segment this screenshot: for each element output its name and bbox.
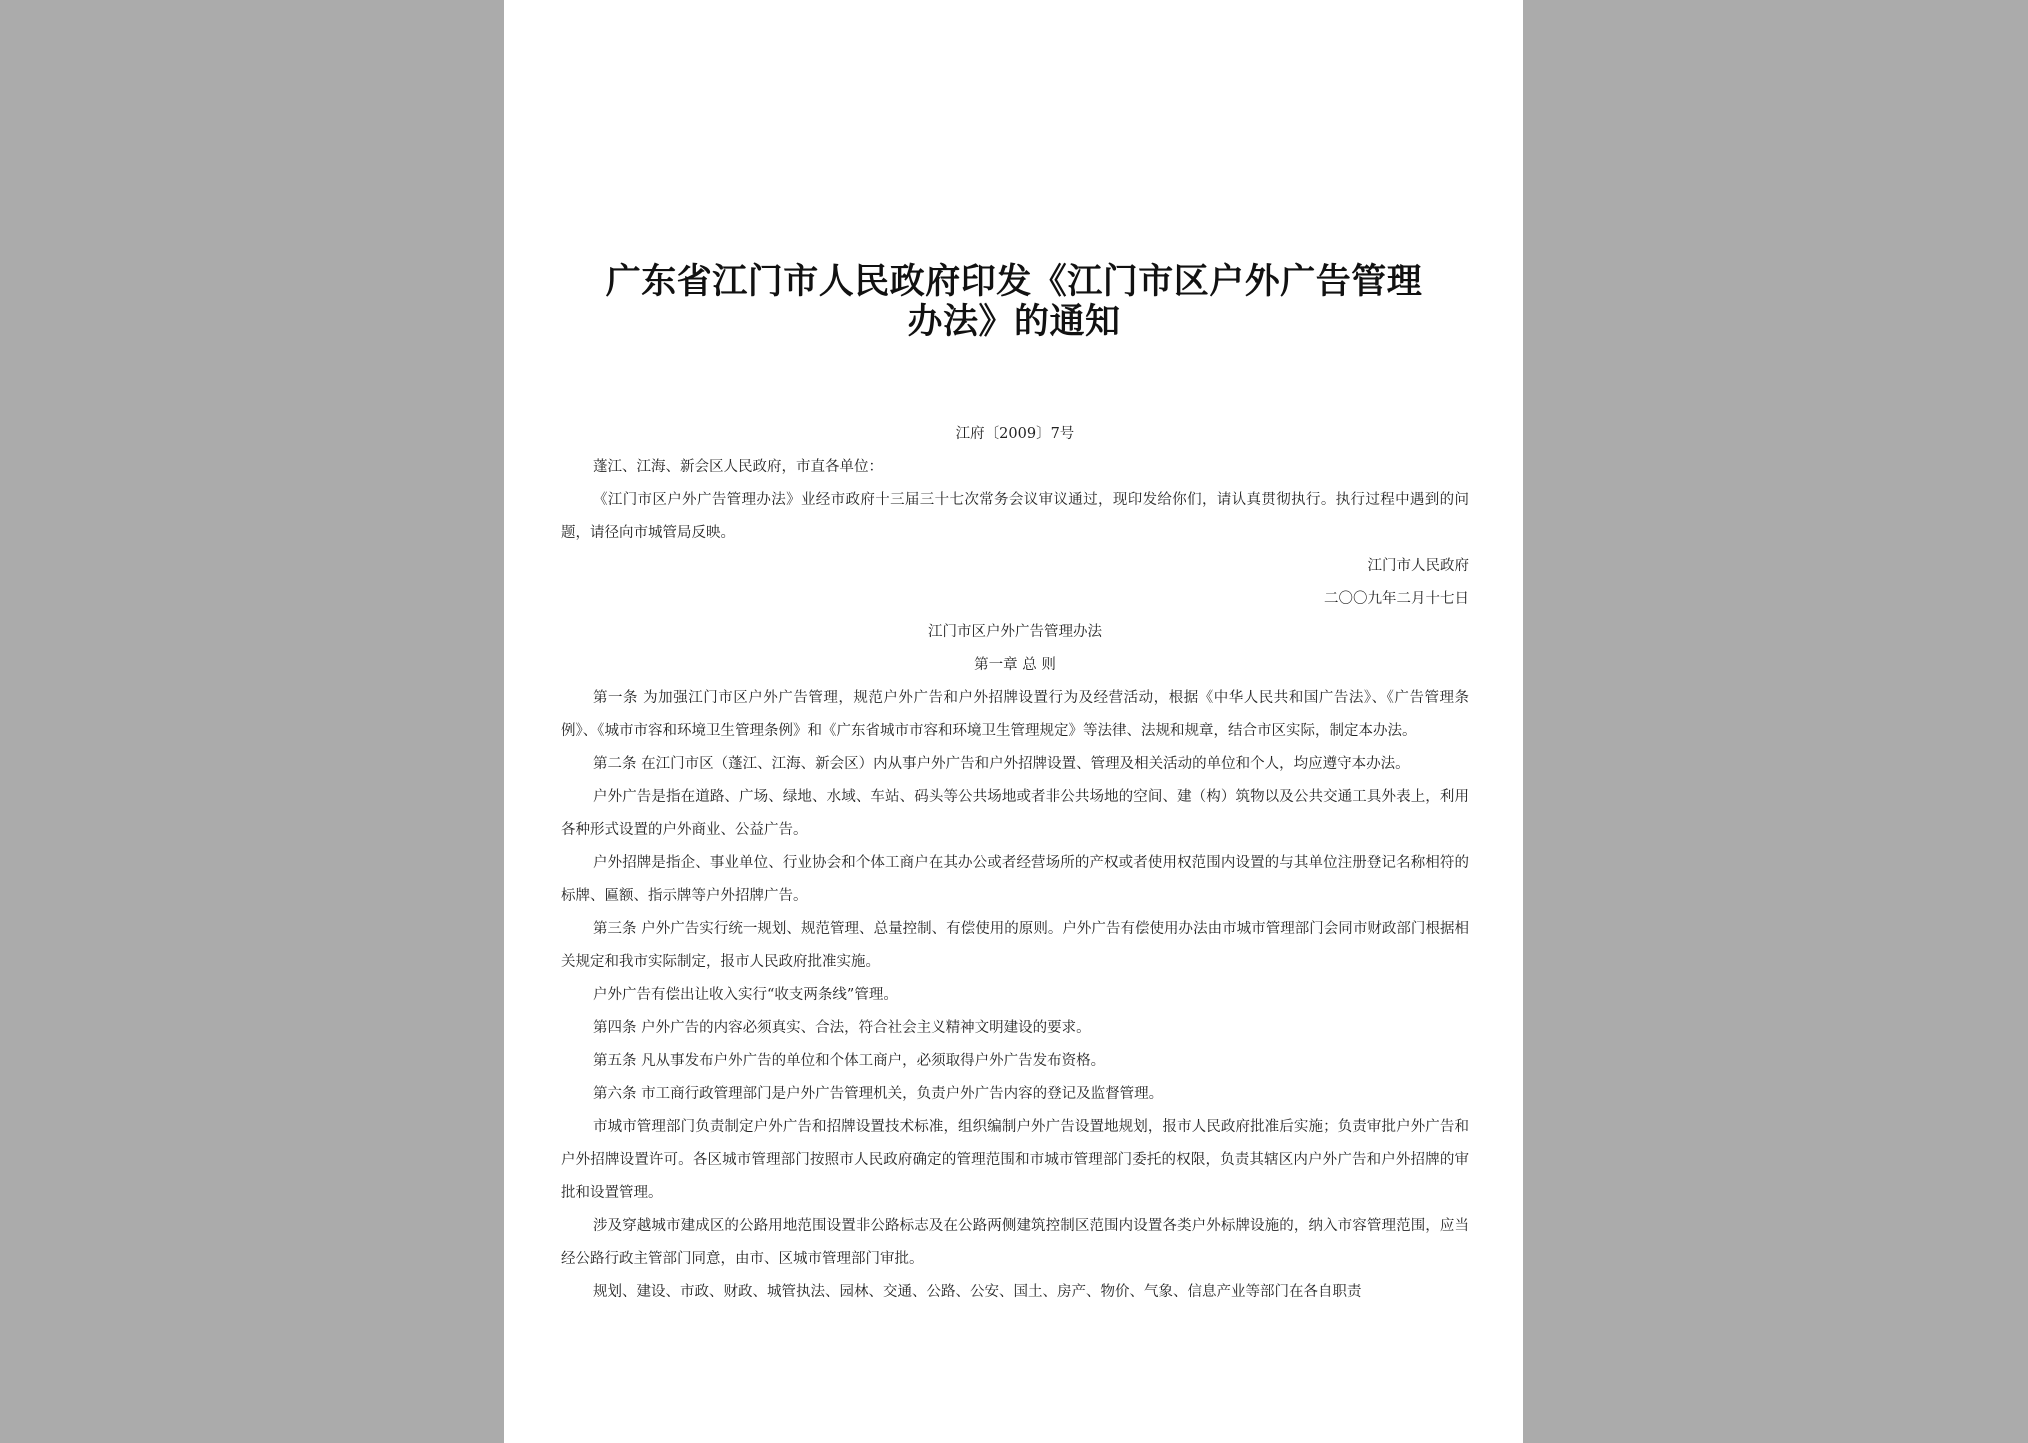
issue-date: 二〇〇九年二月十七日	[1324, 591, 1469, 607]
paragraph: 市城市管理部门负责制定户外广告和招牌设置技术标准，组织编制户外广告设置地规划，报市人民政府批准后实施；负责审批户外广告和户外招牌设置许可。各区城市管理部门按照市人民政府确定的管理范围和市城市管理部门委托的权限，负责其辖区内户外广告和户外招牌的审批和设置管理。	[561, 1119, 1469, 1201]
paragraph: 涉及穿越城市建成区的公路用地范围设置非公路标志及在公路两侧建筑控制区范围内设置各类户外标牌设施的，纳入市容管理范围，应当经公路行政主管部门同意，由市、区城市管理部门审批。	[561, 1218, 1469, 1267]
paragraph: 户外招牌是指企、事业单位、行业协会和个体工商户在其办公或者经营场所的产权或者使用权范围内设置的与其单位注册登记名称相符的标牌、匾额、指示牌等户外招牌广告。	[561, 855, 1469, 904]
paragraph: 第三条 户外广告实行统一规划、规范管理、总量控制、有偿使用的原则。户外广告有偿使用办法由市城市管理部门会同市财政部门根据相关规定和我市实际制定，报市人民政府批准实施。	[561, 921, 1469, 970]
issuer: 江门市人民政府	[1367, 558, 1469, 574]
paragraph: 第六条 市工商行政管理部门是户外广告管理机关，负责户外广告内容的登记及监督管理。	[593, 1086, 1164, 1102]
chapter-title: 第一章 总 则	[974, 657, 1056, 673]
document-title	[592, 262, 1436, 342]
document-page	[504, 0, 1523, 1443]
paragraph: 第二条 在江门市区（蓬江、江海、新会区）内从事户外广告和户外招牌设置、管理及相关活动的单位和个人，均应遵守本办法。	[593, 756, 1410, 772]
paragraph: 户外广告是指在道路、广场、绿地、水域、车站、码头等公共场地或者非公共场地的空间、建（构）筑物以及公共交通工具外表上，利用各种形式设置的户外商业、公益广告。	[561, 789, 1469, 838]
document-body	[561, 418, 1469, 1309]
salutation: 蓬江、江海、新会区人民政府，市直各单位：	[593, 459, 883, 475]
intro-paragraph: 《江门市区户外广告管理办法》业经市政府十三届三十七次常务会议审议通过，现印发给你们，请认真贯彻执行。执行过程中遇到的问题，请径向市城管局反映。	[561, 492, 1469, 541]
title-line-2: 办法》的通知	[907, 301, 1121, 342]
paragraph: 户外广告有偿出让收入实行“收支两条线”管理。	[593, 987, 898, 1003]
paragraph: 第四条 户外广告的内容必须真实、合法，符合社会主义精神文明建设的要求。	[593, 1020, 1091, 1036]
measures-title: 江门市区户外广告管理办法	[928, 624, 1102, 640]
paragraph: 规划、建设、市政、财政、城管执法、园林、交通、公路、公安、国土、房产、物价、气象、信息产业等部门在各自职责	[593, 1284, 1362, 1300]
title-line-1: 广东省江门市人民政府印发《江门市区户外广告管理	[605, 261, 1423, 302]
paragraph: 第五条 凡从事发布户外广告的单位和个体工商户，必须取得户外广告发布资格。	[593, 1053, 1106, 1069]
paragraph: 第一条 为加强江门市区户外广告管理，规范户外广告和户外招牌设置行为及经营活动，根据《中华人民共和国广告法》、《广告管理条例》、《城市市容和环境卫生管理条例》和《广东省城市市容和环境卫生管理规定》等法律、法规和规章，结合市区实际，制定本办法。	[561, 690, 1469, 739]
document-number: 江府〔2009〕7号	[955, 426, 1075, 442]
